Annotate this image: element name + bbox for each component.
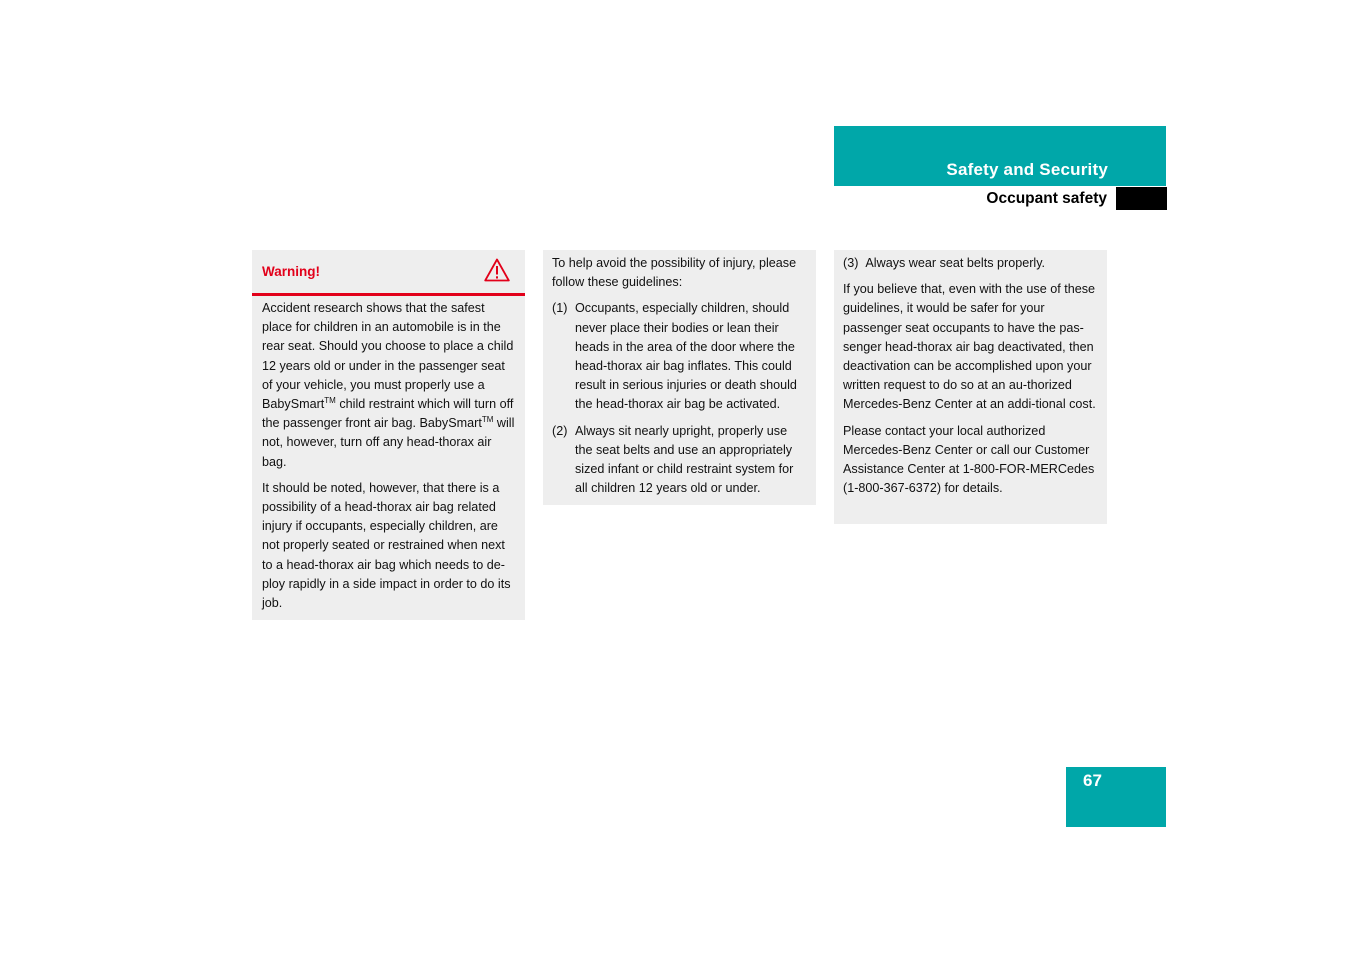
chapter-tab-marker [1116,187,1167,210]
list-item [552,422,807,499]
info-paragraph-2: Please contact your local authorized Mercedes-Benz Center or call our Customer Assistance Center at 1-800-FOR-MERCedes (1-800-367-6372) for details. [843,423,1095,496]
list-item-number: (2) [552,423,568,438]
list-item [843,254,1098,273]
list-item-text: Occupants, especially children, should never place their bodies or lean their heads in the area of the door where the head-thorax air bag inflates. This could result in serious injuries or death should the head-thorax air bag be activated. [575,301,797,412]
page-number-box [1066,767,1166,827]
guidelines-intro: To help avoid the possibility of injury, please follow these guidelines: [552,256,797,290]
list-item [552,299,807,414]
warning-triangle-icon [484,258,510,282]
list-item-text: Always wear seat belts properly. [865,256,1046,270]
deactivation-info-box [834,250,1107,524]
warning-box [252,250,525,620]
page-number: 67 [1083,771,1102,790]
warning-label: Warning! [262,264,320,279]
guidelines-box [543,250,816,505]
list-item-number: (3) [843,256,859,270]
subsection-title: Occupant safety [986,190,1107,207]
section-header-bar [834,126,1166,186]
info-paragraph-1: If you believe that, even with the use of these guidelines, it would be safer for your passenger seat occupants to have the pas-senger head-thorax air bag deactivated, then deactivation can be accomplished upon your written request to do so at an au-thorized Mercedes-Benz Center at an addi-tional cost. [843,282,1096,412]
list-item-text: Always sit nearly upright, properly use the seat belts and use an appropriately sized infant or child restraint system for all children 12 years old or under. [575,423,794,496]
warning-header [252,250,525,296]
section-title: Safety and Security [946,160,1108,179]
warning-paragraph-1: Accident research shows that the safest place for children in an automobile is in the rear seat. Should you choose to place a child 12 years old or under in the passenger seat of your vehicle, you must properly use a BabySmart™ child restraint which will turn off the passenger front air bag. BabySmart™ will not, however, turn off any head-thorax air bag. [262,301,515,469]
warning-paragraph-2: It should be noted, however, that there is a possibility of a head-thorax air bag related injury if occupants, especially children, are not properly seated or restrained when next to a head-thorax air bag which needs to de-ploy rapidly in a side impact in order to do its job. [262,480,511,611]
list-item-number: (1) [552,301,568,316]
